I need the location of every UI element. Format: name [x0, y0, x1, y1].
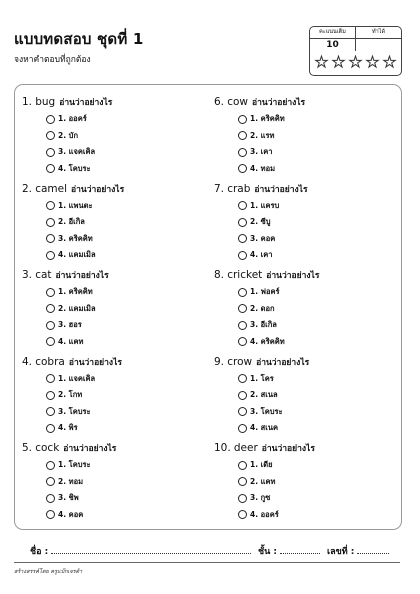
question-heading — [214, 353, 319, 371]
star-icon: ★ — [365, 52, 380, 71]
answer-option-label: 2. อีเกิล — [58, 217, 85, 227]
question-word: bug — [35, 96, 56, 108]
question-block — [214, 93, 319, 180]
answer-option[interactable] — [238, 404, 319, 421]
radio-circle-icon[interactable] — [46, 304, 55, 313]
question-prompt: อ่านว่าอย่างไร — [71, 184, 125, 195]
radio-circle-icon[interactable] — [238, 234, 247, 243]
answer-option[interactable] — [46, 371, 124, 388]
score-header-row — [310, 27, 401, 39]
question-heading — [214, 266, 319, 284]
questions-panel — [14, 84, 402, 530]
radio-circle-icon[interactable] — [46, 131, 55, 140]
question-number: 3. — [22, 269, 33, 281]
answer-option[interactable] — [238, 301, 319, 318]
answer-option[interactable] — [46, 284, 124, 301]
radio-circle-icon[interactable] — [46, 234, 55, 243]
answer-option[interactable] — [238, 474, 319, 491]
credit-text: สร้างสรรค์โดย ครูแบ๊กเจรต้า — [14, 569, 83, 575]
answer-option-label: 1. ออคร์ — [58, 114, 87, 124]
question-heading — [22, 353, 124, 371]
radio-circle-icon[interactable] — [238, 391, 247, 400]
score-value-row — [310, 39, 401, 51]
answer-option-label: 4. คริคคิท — [250, 336, 285, 346]
answer-option[interactable] — [238, 317, 319, 334]
question-prompt: อ่านว่าอย่างไร — [55, 271, 109, 281]
radio-circle-icon[interactable] — [46, 510, 55, 519]
answer-option-label: 3. แจคเคิล — [58, 147, 96, 157]
answer-option[interactable] — [238, 387, 319, 404]
radio-circle-icon[interactable] — [238, 148, 247, 157]
answer-option[interactable] — [238, 231, 319, 248]
answer-option[interactable] — [46, 161, 124, 178]
answer-option[interactable] — [238, 144, 319, 161]
star-icon: ★ — [348, 52, 363, 71]
radio-circle-icon[interactable] — [238, 494, 247, 503]
radio-circle-icon[interactable] — [46, 461, 55, 470]
question-number: 2. — [22, 182, 33, 195]
class-label: ชั้น : — [258, 547, 277, 557]
question-block — [214, 353, 319, 440]
question-block — [22, 439, 124, 526]
question-block — [22, 266, 124, 353]
radio-circle-icon[interactable] — [46, 218, 55, 227]
number-blank[interactable] — [357, 545, 389, 554]
question-number: 7. — [214, 182, 225, 195]
answer-option-label: 2. ทอม — [58, 476, 84, 486]
question-word: cricket — [227, 269, 263, 281]
answer-option-label: 4. ออคร์ — [250, 509, 279, 519]
radio-circle-icon[interactable] — [238, 374, 247, 383]
answer-option[interactable] — [46, 474, 124, 491]
question-heading — [214, 439, 319, 457]
question-word: camel — [35, 182, 68, 195]
answer-option-label: 2. สเนล — [250, 390, 278, 400]
answer-option-label: 1. แจคเคิล — [58, 373, 96, 383]
answer-option[interactable] — [238, 128, 319, 145]
radio-circle-icon[interactable] — [238, 164, 247, 173]
question-prompt: อ่านว่าอย่างไร — [256, 357, 310, 368]
answer-option[interactable] — [46, 247, 124, 264]
question-block — [214, 180, 319, 267]
answer-option-label: 2. แรท — [250, 130, 275, 140]
question-heading — [22, 93, 124, 111]
answer-option-label: 3. คริคคิท — [58, 233, 93, 243]
answer-option-label: 4. คอค — [58, 509, 84, 519]
radio-circle-icon[interactable] — [46, 148, 55, 157]
question-block — [214, 439, 319, 526]
answer-option[interactable] — [238, 420, 319, 437]
star-icon: ★ — [314, 52, 329, 71]
radio-circle-icon[interactable] — [238, 510, 247, 519]
answer-option-label: 1. เดีย — [250, 460, 273, 470]
question-word: crab — [227, 182, 251, 195]
score-box — [309, 26, 402, 76]
answer-option[interactable] — [46, 128, 124, 145]
obtained-score-value — [356, 39, 401, 51]
answer-option[interactable] — [238, 507, 319, 524]
question-heading — [22, 439, 124, 457]
answer-option[interactable] — [238, 198, 319, 215]
question-word: cat — [35, 269, 52, 281]
answer-option-label: 4. โคบระ — [58, 163, 91, 173]
answer-option-label: 1. คริคคิท — [250, 114, 285, 124]
radio-circle-icon[interactable] — [238, 407, 247, 416]
answer-option[interactable] — [46, 387, 124, 404]
answer-option[interactable] — [46, 144, 124, 161]
question-number: 10. — [214, 442, 231, 454]
question-heading — [22, 266, 124, 284]
answer-option[interactable] — [46, 490, 124, 507]
question-prompt: อ่านว่าอย่างไร — [261, 444, 315, 454]
question-heading — [22, 180, 124, 198]
answer-option[interactable] — [46, 198, 124, 215]
answer-option-label: 1. ฟอคร์ — [250, 287, 280, 297]
star-icon: ★ — [382, 52, 397, 71]
answer-option-label: 3. อีเกิล — [250, 320, 277, 330]
question-number: 6. — [214, 96, 225, 108]
answer-option-label: 2. บัก — [58, 130, 78, 140]
answer-option-label: 4. แคท — [58, 336, 84, 346]
question-number: 1. — [22, 96, 33, 108]
answer-option-label: 2. แคท — [250, 476, 276, 486]
class-field-row — [258, 544, 320, 558]
answer-option-label: 4. เคา — [250, 250, 273, 260]
answer-option[interactable] — [238, 334, 319, 351]
question-word: cow — [227, 96, 249, 108]
answer-option[interactable] — [238, 284, 319, 301]
question-number: 5. — [22, 442, 33, 454]
answer-option-label: 4. แคมเมิล — [58, 250, 96, 260]
name-field-row — [30, 544, 251, 558]
question-heading — [214, 93, 319, 111]
radio-circle-icon[interactable] — [238, 115, 247, 124]
radio-circle-icon[interactable] — [238, 131, 247, 140]
question-block — [22, 353, 124, 440]
answer-option[interactable] — [46, 111, 124, 128]
star-rating — [310, 51, 401, 73]
answer-option[interactable] — [46, 457, 124, 474]
obtained-score-label: ทำได้ — [371, 29, 386, 35]
answer-option-label: 3. เคา — [250, 147, 273, 157]
question-number: 4. — [22, 355, 33, 368]
radio-circle-icon[interactable] — [238, 477, 247, 486]
radio-circle-icon[interactable] — [46, 321, 55, 330]
radio-circle-icon[interactable] — [238, 337, 247, 346]
question-prompt: อ่านว่าอย่างไร — [252, 98, 306, 108]
name-label: ชื่อ : — [30, 547, 49, 557]
radio-circle-icon[interactable] — [238, 321, 247, 330]
radio-circle-icon[interactable] — [238, 461, 247, 470]
question-word: deer — [233, 442, 258, 454]
radio-circle-icon[interactable] — [46, 407, 55, 416]
answer-option-label: 1. คริคคิท — [58, 287, 93, 297]
class-blank[interactable] — [280, 545, 320, 554]
answer-option-label: 2. โกท — [58, 390, 83, 400]
answer-option-label: 3. โคบระ — [58, 406, 91, 416]
answer-option[interactable] — [46, 317, 124, 334]
answer-option-label: 4. ทอม — [250, 163, 276, 173]
question-block — [214, 266, 319, 353]
answer-option[interactable] — [238, 247, 319, 264]
answer-option[interactable] — [238, 457, 319, 474]
radio-circle-icon[interactable] — [46, 115, 55, 124]
radio-circle-icon[interactable] — [46, 337, 55, 346]
answer-option-label: 3. คอค — [250, 233, 276, 243]
number-field-row — [327, 544, 389, 558]
radio-circle-icon[interactable] — [46, 391, 55, 400]
question-prompt: อ่านว่าอย่างไร — [63, 444, 117, 454]
answer-option-label: 2. ดอก — [250, 303, 275, 313]
answer-option[interactable] — [46, 507, 124, 524]
answer-option-label: 2. ซีบู — [250, 217, 271, 227]
question-prompt: อ่านว่าอย่างไร — [254, 184, 308, 195]
answer-option[interactable] — [238, 111, 319, 128]
answer-option[interactable] — [46, 404, 124, 421]
answer-option-label: 1. แครบ — [250, 200, 280, 210]
answer-option[interactable] — [46, 214, 124, 231]
question-number: 8. — [214, 269, 225, 281]
radio-circle-icon[interactable] — [46, 164, 55, 173]
question-number: 9. — [214, 355, 225, 368]
radio-circle-icon[interactable] — [46, 374, 55, 383]
number-label: เลขที่ : — [327, 547, 355, 557]
question-column-left — [22, 93, 124, 526]
question-heading — [214, 180, 319, 198]
question-word: cobra — [35, 355, 65, 368]
answer-option-label: 2. แคมเมิล — [58, 303, 96, 313]
name-blank[interactable] — [51, 545, 251, 554]
question-prompt: อ่านว่าอย่างไร — [266, 271, 320, 281]
answer-option-label: 4. สเนค — [250, 423, 278, 433]
answer-option[interactable] — [238, 161, 319, 178]
answer-option-label: 4. พิร — [58, 423, 78, 433]
answer-option-label: 1. แพนตะ — [58, 200, 93, 210]
answer-option-label: 1. โคร — [250, 373, 274, 383]
worksheet-title: แบบทดสอบ ชุดที่ 1 — [14, 30, 144, 48]
radio-circle-icon[interactable] — [238, 288, 247, 297]
radio-circle-icon[interactable] — [46, 494, 55, 503]
radio-circle-icon[interactable] — [46, 477, 55, 486]
star-icon: ★ — [331, 52, 346, 71]
radio-circle-icon[interactable] — [46, 251, 55, 260]
question-prompt: อ่านว่าอย่างไร — [68, 357, 122, 368]
answer-option-label: 1. โคบระ — [58, 460, 91, 470]
answer-option-label: 3. ชิพ — [58, 493, 79, 503]
radio-circle-icon[interactable] — [238, 424, 247, 433]
footer-divider — [14, 562, 400, 563]
answer-option[interactable] — [46, 420, 124, 437]
answer-option[interactable] — [238, 371, 319, 388]
question-column-right — [214, 93, 319, 526]
answer-option-label: 3. ฮอร — [58, 320, 82, 330]
radio-circle-icon[interactable] — [46, 201, 55, 210]
answer-option[interactable] — [46, 334, 124, 351]
question-word: crow — [227, 355, 253, 368]
radio-circle-icon[interactable] — [46, 288, 55, 297]
answer-option[interactable] — [238, 214, 319, 231]
answer-option-label: 3. กูซ — [250, 493, 271, 503]
radio-circle-icon[interactable] — [238, 251, 247, 260]
answer-option[interactable] — [46, 301, 124, 318]
worksheet-instruction: จงหาคำตอบที่ถูกต้อง — [14, 55, 91, 65]
question-block — [22, 180, 124, 267]
full-score-label: คะแนนเต็ม — [310, 27, 356, 38]
radio-circle-icon[interactable] — [238, 304, 247, 313]
radio-circle-icon[interactable] — [46, 424, 55, 433]
answer-option[interactable] — [238, 490, 319, 507]
answer-option[interactable] — [46, 231, 124, 248]
radio-circle-icon[interactable] — [238, 218, 247, 227]
question-prompt: อ่านว่าอย่างไร — [59, 98, 113, 108]
question-word: cock — [35, 442, 60, 454]
answer-option-label: 3. โคบระ — [250, 406, 283, 416]
full-score-value: 10 — [310, 39, 356, 51]
question-block — [22, 93, 124, 180]
radio-circle-icon[interactable] — [238, 201, 247, 210]
